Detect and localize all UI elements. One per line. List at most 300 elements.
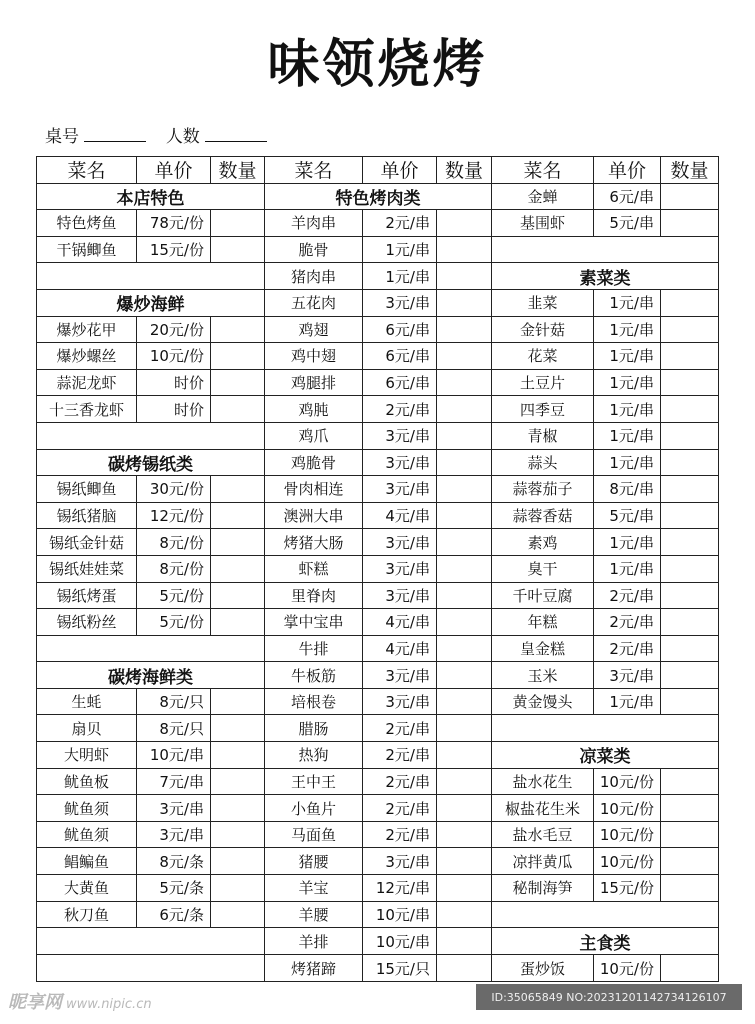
people-count-label: 人数 [165,127,200,147]
header-qty: 数量 [670,160,709,183]
item-quantity[interactable] [437,689,491,715]
item-quantity[interactable] [211,689,264,715]
menu-item-row [37,529,264,556]
menu-item-row [37,795,264,822]
header-price: 单价 [363,157,437,183]
item-price: 2元/串 [363,795,437,821]
item-quantity[interactable] [661,875,718,901]
menu-item-row [37,742,264,769]
item-name: 大黄鱼 [37,875,137,901]
blank-row [492,237,718,264]
section-heading [37,290,264,317]
menu-item-row [37,583,264,610]
item-price: 3元/串 [363,529,437,555]
table-number-blank[interactable] [84,141,146,142]
item-name: 羊肉串 [265,210,363,236]
section-heading [492,742,718,769]
menu-item-row [492,450,718,477]
item-quantity[interactable] [211,503,264,529]
item-quantity[interactable] [211,795,264,821]
menu-item-row [37,396,264,423]
section-title: 特色烤肉类 [335,188,421,209]
item-quantity[interactable] [661,503,718,529]
menu-item-row [492,503,718,530]
item-price: 1元/串 [594,450,661,476]
item-price: 15元/份 [137,237,211,263]
item-price: 2元/串 [363,822,437,848]
menu-item-row [37,609,264,636]
item-name: 培根卷 [265,689,363,715]
item-quantity[interactable] [211,769,264,795]
section-heading [492,263,718,290]
menu-item-row [37,210,264,237]
item-name: 骨肉相连 [265,476,363,502]
item-name: 猪肉串 [265,263,363,289]
header-price: 单价 [137,157,211,183]
item-quantity[interactable] [211,476,264,502]
menu-item-row [265,210,491,237]
item-name: 黄金馒头 [492,689,594,715]
menu-item-row [265,343,491,370]
item-name: 秋刀鱼 [37,902,137,928]
blank-row [37,928,264,955]
item-quantity[interactable] [211,609,264,635]
item-price: 1元/串 [363,263,437,289]
menu-item-row [265,822,491,849]
item-quantity[interactable] [437,317,491,343]
item-price: 时价 [137,370,211,396]
item-quantity[interactable] [437,902,491,928]
item-price: 10元/串 [137,742,211,768]
item-price: 5元/串 [594,210,661,236]
item-price: 3元/串 [363,476,437,502]
menu-item-row [492,396,718,423]
item-name: 小鱼片 [265,795,363,821]
item-price: 12元/份 [137,503,211,529]
item-name: 鱿鱼须 [37,795,137,821]
menu-item-row [37,715,264,742]
item-price: 12元/串 [363,875,437,901]
item-name: 土豆片 [492,370,594,396]
watermark-id: ID:35065849 NO:20231201142734126107 [476,984,742,1010]
item-quantity[interactable] [661,689,718,715]
item-name: 热狗 [265,742,363,768]
menu-item-row [492,476,718,503]
item-name: 锡纸粉丝 [37,609,137,635]
item-price: 6元/串 [363,370,437,396]
section-heading [37,662,264,689]
item-quantity[interactable] [437,263,491,289]
item-quantity[interactable] [211,237,264,263]
item-name: 花菜 [492,343,594,369]
menu-item-row [492,662,718,689]
item-name: 马面鱼 [265,822,363,848]
item-price: 8元/串 [594,476,661,502]
menu-item-row [492,583,718,610]
item-name: 虾糕 [265,556,363,582]
item-price: 3元/串 [363,662,437,688]
table-number-label: 桌号 [45,127,79,147]
item-name: 生蚝 [37,689,137,715]
header-name: 菜名 [492,157,594,183]
item-price: 1元/串 [594,290,661,316]
item-name: 爆炒螺丝 [37,343,137,369]
menu-item-row [265,902,491,929]
item-price: 1元/串 [594,343,661,369]
section-heading [492,928,718,955]
menu-item-row [37,848,264,875]
item-quantity[interactable] [661,317,718,343]
item-quantity[interactable] [437,928,491,954]
item-quantity[interactable] [437,795,491,821]
item-quantity[interactable] [661,822,718,848]
item-quantity[interactable] [661,636,718,662]
item-quantity[interactable] [437,822,491,848]
item-quantity[interactable] [661,848,718,874]
item-name: 蛋炒饭 [492,955,594,982]
item-quantity[interactable] [437,476,491,502]
item-name: 锡纸鲫鱼 [37,476,137,502]
item-quantity[interactable] [437,609,491,635]
item-quantity[interactable] [211,210,264,236]
item-price: 10元/份 [594,848,661,874]
item-quantity[interactable] [661,955,718,982]
menu-item-row [492,955,718,982]
menu-item-row [492,529,718,556]
item-price: 3元/串 [363,450,437,476]
item-price: 15元/份 [594,875,661,901]
item-price: 4元/串 [363,609,437,635]
menu-item-row [37,556,264,583]
item-name: 金针菇 [492,317,594,343]
menu-item-row [265,556,491,583]
item-quantity[interactable] [211,742,264,768]
item-name: 蒜头 [492,450,594,476]
item-name: 澳洲大串 [265,503,363,529]
item-price: 3元/串 [363,556,437,582]
menu-item-row [37,476,264,503]
order-info [45,122,281,147]
item-price: 3元/串 [137,822,211,848]
menu-item-row [265,795,491,822]
menu-item-row [265,529,491,556]
menu-item-row [492,210,718,237]
section-heading [265,184,491,211]
item-quantity[interactable] [437,210,491,236]
item-quantity[interactable] [211,822,264,848]
item-price: 5元/条 [137,875,211,901]
item-quantity[interactable] [211,715,264,741]
item-price: 8元/份 [137,529,211,555]
item-quantity[interactable] [661,450,718,476]
item-name: 锡纸烤蛋 [37,583,137,609]
header-qty: 数量 [444,160,483,183]
section-title: 本店特色 [116,188,185,209]
menu-column-2 [264,156,492,982]
section-title: 碳烤海鲜类 [108,667,193,688]
menu-item-row [265,848,491,875]
item-quantity[interactable] [211,529,264,555]
section-title: 碳烤锡纸类 [108,454,193,475]
menu-item-row [492,290,718,317]
blank-row [37,423,264,450]
section-title: 主食类 [579,933,631,954]
item-name: 秘制海笋 [492,875,594,901]
item-name: 盐水花生 [492,769,594,795]
item-price: 10元/份 [594,822,661,848]
item-price: 8元/只 [137,689,211,715]
item-price: 5元/份 [137,583,211,609]
item-quantity[interactable] [437,503,491,529]
menu-item-row [37,237,264,264]
item-quantity[interactable] [661,370,718,396]
item-name: 基围虾 [492,210,594,236]
item-price: 8元/只 [137,715,211,741]
item-quantity[interactable] [437,529,491,555]
menu-item-row [265,237,491,264]
menu-item-row [37,370,264,397]
item-price: 10元/份 [594,769,661,795]
item-name: 鸡爪 [265,423,363,449]
menu-item-row [492,343,718,370]
menu-item-row [37,689,264,716]
menu-item-row [37,343,264,370]
item-quantity[interactable] [211,396,264,422]
section-heading [37,184,264,211]
item-quantity[interactable] [661,290,718,316]
watermark-logo: 昵享网 www.nipic.cn [8,992,152,1013]
item-quantity[interactable] [437,290,491,316]
item-quantity[interactable] [437,875,491,901]
item-quantity[interactable] [661,556,718,582]
item-price: 时价 [137,396,211,422]
item-quantity[interactable] [661,396,718,422]
item-quantity[interactable] [211,848,264,874]
menu-item-row [265,662,491,689]
item-name: 大明虾 [37,742,137,768]
restaurant-title: 味领烧烤 [267,35,488,95]
menu-item-row [492,636,718,663]
item-name: 羊排 [265,928,363,954]
item-quantity[interactable] [661,343,718,369]
column-header-row [37,157,264,184]
item-quantity[interactable] [437,636,491,662]
menu-item-row [265,955,491,982]
blank-row [492,902,718,929]
item-name: 烤猪大肠 [265,529,363,555]
item-quantity[interactable] [437,769,491,795]
item-price: 3元/串 [363,290,437,316]
item-price: 1元/串 [594,529,661,555]
item-quantity[interactable] [437,583,491,609]
item-price: 1元/串 [594,689,661,715]
menu-item-row [492,822,718,849]
item-name: 爆炒花甲 [37,317,137,343]
item-name: 蒜蓉茄子 [492,476,594,502]
item-quantity[interactable] [437,423,491,449]
item-price: 7元/串 [137,769,211,795]
menu-item-row [265,715,491,742]
item-price: 2元/串 [594,609,661,635]
menu-item-row [492,184,718,211]
item-quantity[interactable] [437,396,491,422]
header-qty: 数量 [218,160,257,183]
item-name: 五花肉 [265,290,363,316]
item-quantity[interactable] [437,715,491,741]
item-quantity[interactable] [661,476,718,502]
menu-item-row [492,609,718,636]
item-price: 10元/份 [594,795,661,821]
item-quantity[interactable] [437,955,491,982]
item-name: 烤猪蹄 [265,955,363,982]
item-quantity[interactable] [661,609,718,635]
blank-row [492,715,718,742]
menu-item-row [265,423,491,450]
item-name: 四季豆 [492,396,594,422]
menu-item-row [492,769,718,796]
item-name: 特色烤鱼 [37,210,137,236]
item-quantity[interactable] [437,343,491,369]
item-quantity[interactable] [211,370,264,396]
item-name: 韭菜 [492,290,594,316]
item-price: 15元/只 [363,955,437,982]
menu-item-row [265,317,491,344]
item-quantity[interactable] [661,795,718,821]
item-name: 鸡肫 [265,396,363,422]
item-price: 2元/串 [594,636,661,662]
item-quantity[interactable] [211,317,264,343]
item-quantity[interactable] [211,343,264,369]
blank-row [37,263,264,290]
item-name: 素鸡 [492,529,594,555]
item-quantity[interactable] [661,769,718,795]
item-name: 腊肠 [265,715,363,741]
item-name: 掌中宝串 [265,609,363,635]
item-price: 6元/条 [137,902,211,928]
item-name: 鱿鱼板 [37,769,137,795]
section-title: 凉菜类 [579,747,631,768]
item-quantity[interactable] [661,529,718,555]
item-price: 2元/串 [363,769,437,795]
item-quantity[interactable] [211,902,264,928]
menu-item-row [265,875,491,902]
menu-item-row [265,263,491,290]
item-price: 2元/串 [363,396,437,422]
item-name: 十三香龙虾 [37,396,137,422]
menu-item-row [37,769,264,796]
item-quantity[interactable] [437,237,491,263]
item-name: 脆骨 [265,237,363,263]
item-name: 玉米 [492,662,594,688]
menu-item-row [265,370,491,397]
item-name: 臭干 [492,556,594,582]
item-name: 鸡腿排 [265,370,363,396]
item-quantity[interactable] [211,583,264,609]
item-name: 椒盐花生米 [492,795,594,821]
column-header-row [492,157,718,184]
item-price: 10元/串 [363,928,437,954]
item-name: 鸡翅 [265,317,363,343]
item-price: 3元/串 [363,423,437,449]
header-name: 菜名 [265,157,363,183]
item-name: 盐水毛豆 [492,822,594,848]
menu-item-row [37,317,264,344]
item-name: 蒜泥龙虾 [37,370,137,396]
item-name: 羊腰 [265,902,363,928]
menu-item-row [265,689,491,716]
menu-item-row [265,928,491,955]
menu-item-row [37,902,264,929]
item-price: 3元/串 [363,583,437,609]
item-quantity[interactable] [661,662,718,688]
item-name: 凉拌黄瓜 [492,848,594,874]
item-price: 2元/串 [363,742,437,768]
item-price: 2元/串 [363,715,437,741]
item-name: 王中王 [265,769,363,795]
menu-item-row [492,370,718,397]
item-name: 蒜蓉香菇 [492,503,594,529]
menu-column-1 [36,156,265,982]
menu-item-row [265,503,491,530]
item-quantity[interactable] [437,370,491,396]
item-price: 30元/份 [137,476,211,502]
item-name: 金蝉 [492,184,594,210]
menu-item-row [37,503,264,530]
item-price: 6元/串 [363,317,437,343]
menu-item-row [265,769,491,796]
people-count-blank[interactable] [205,141,267,142]
item-price: 5元/串 [594,503,661,529]
item-name: 皇金糕 [492,636,594,662]
item-quantity[interactable] [661,184,718,210]
menu-item-row [265,290,491,317]
item-quantity[interactable] [437,662,491,688]
item-quantity[interactable] [437,742,491,768]
menu-item-row [265,396,491,423]
item-name: 锡纸猪脑 [37,503,137,529]
item-price: 4元/串 [363,503,437,529]
item-price: 4元/串 [363,636,437,662]
menu-item-row [265,609,491,636]
menu-item-row [265,476,491,503]
item-price: 8元/条 [137,848,211,874]
item-quantity[interactable] [661,583,718,609]
item-quantity[interactable] [211,875,264,901]
menu-column-3 [491,156,719,982]
menu-item-row [492,689,718,716]
menu-item-row [265,742,491,769]
header-price: 单价 [594,157,661,183]
item-price: 10元/份 [137,343,211,369]
item-quantity[interactable] [437,556,491,582]
item-quantity[interactable] [661,210,718,236]
item-price: 20元/份 [137,317,211,343]
item-quantity[interactable] [661,423,718,449]
item-quantity[interactable] [437,848,491,874]
item-name: 鲳鳊鱼 [37,848,137,874]
section-title: 素菜类 [579,268,631,289]
blank-row [37,636,264,663]
item-price: 6元/串 [594,184,661,210]
menu-item-row [492,317,718,344]
item-quantity[interactable] [211,556,264,582]
blank-row [37,955,264,982]
item-price: 78元/份 [137,210,211,236]
item-quantity[interactable] [437,450,491,476]
item-price: 6元/串 [363,343,437,369]
menu-item-row [37,875,264,902]
item-name: 牛排 [265,636,363,662]
